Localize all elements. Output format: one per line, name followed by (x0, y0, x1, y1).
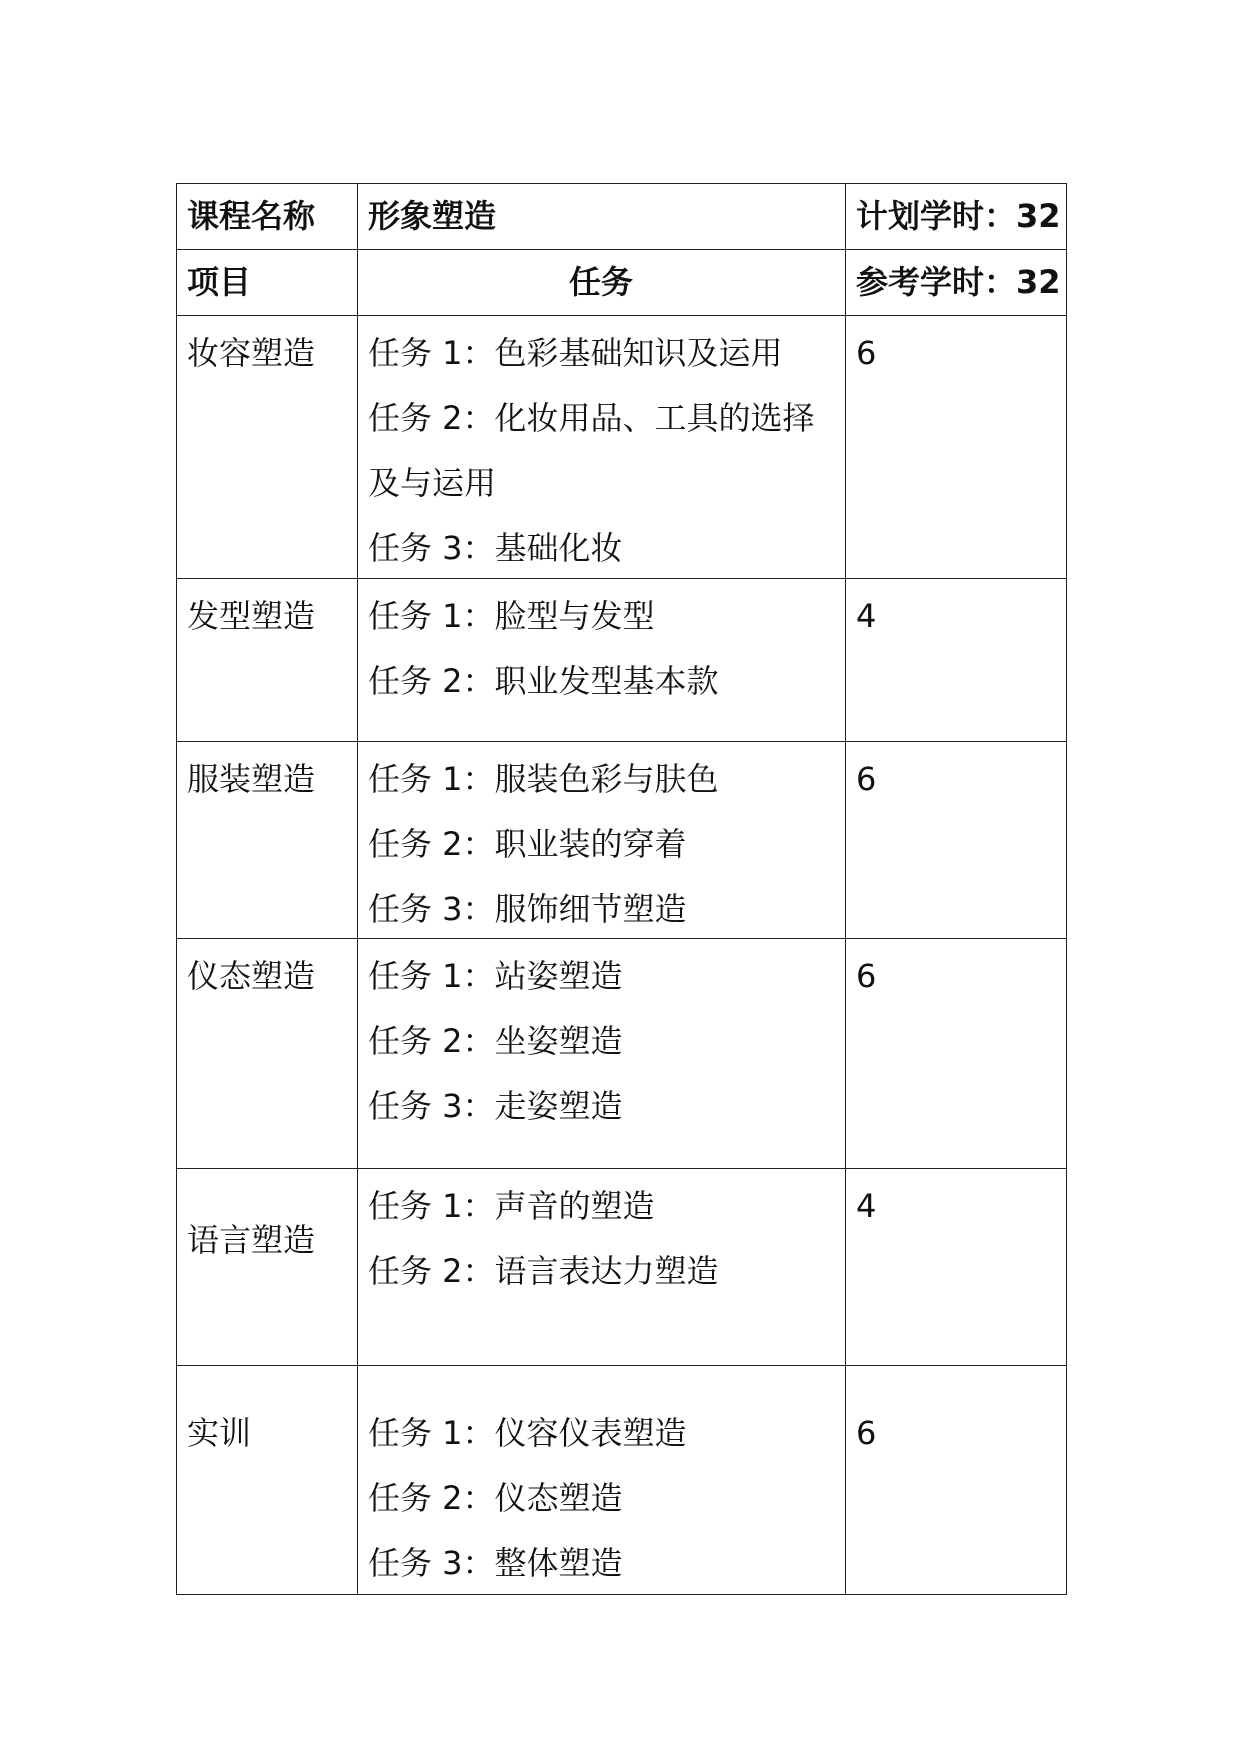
table-cell-task: 任务 2：语言表达力塑造 (368, 1252, 719, 1290)
table-rule-vertical (845, 183, 846, 1595)
reference-hours: 参考学时：32 (856, 263, 1061, 301)
table-cell-hours: 6 (856, 957, 877, 995)
table-cell-project: 服装塑造 (187, 760, 316, 798)
course-label: 课程名称 (187, 197, 316, 235)
table-cell-hours: 6 (856, 760, 877, 798)
table-cell-task: 任务 2：仪态塑造 (368, 1479, 623, 1517)
planned-hours: 计划学时：32 (856, 197, 1061, 235)
table-cell-hours: 6 (856, 1414, 877, 1452)
table-cell-project: 语言塑造 (187, 1221, 316, 1259)
table-cell-task: 任务 3：整体塑造 (368, 1544, 623, 1582)
table-cell-task: 任务 2：职业发型基本款 (368, 662, 719, 700)
table-cell-task: 任务 3：服饰细节塑造 (368, 890, 687, 928)
table-rule-horizontal (176, 315, 1067, 316)
table-rule-horizontal (176, 741, 1067, 742)
table-rule-horizontal (176, 1365, 1067, 1366)
table-cell-task: 任务 2：化妆用品、工具的选择 (368, 399, 815, 437)
table-rule-vertical (357, 183, 358, 1595)
table-rule-vertical (1066, 183, 1067, 1595)
table-cell-task: 任务 3：走姿塑造 (368, 1087, 623, 1125)
table-cell-hours: 6 (856, 334, 877, 372)
table-cell-task: 任务 1：仪容仪表塑造 (368, 1414, 687, 1452)
table-cell-task: 及与运用 (368, 464, 497, 502)
table-cell-task: 任务 3：基础化妆 (368, 529, 623, 567)
table-rule-horizontal (176, 578, 1067, 579)
table-cell-task: 任务 1：色彩基础知识及运用 (368, 334, 783, 372)
table-cell-task: 任务 1：站姿塑造 (368, 957, 623, 995)
table-cell-project: 仪态塑造 (187, 957, 316, 995)
table-cell-hours: 4 (856, 1187, 877, 1225)
table-rule-horizontal (176, 249, 1067, 250)
table-cell-task: 任务 2：坐姿塑造 (368, 1022, 623, 1060)
table-rule-horizontal (176, 183, 1067, 184)
task-column-header: 任务 (568, 263, 633, 301)
table-rule-vertical (176, 183, 177, 1595)
table-cell-project: 实训 (187, 1414, 252, 1452)
table-cell-task: 任务 1：声音的塑造 (368, 1187, 655, 1225)
table-cell-project: 发型塑造 (187, 597, 316, 635)
table-rule-horizontal (176, 1594, 1067, 1595)
table-cell-project: 妆容塑造 (187, 334, 316, 372)
project-column-header: 项目 (187, 263, 252, 301)
table-cell-hours: 4 (856, 597, 877, 635)
table-rule-horizontal (176, 938, 1067, 939)
table-cell-task: 任务 1：服装色彩与肤色 (368, 760, 719, 798)
table-cell-task: 任务 1：脸型与发型 (368, 597, 655, 635)
table-rule-horizontal (176, 1168, 1067, 1169)
course-name: 形象塑造 (368, 197, 497, 235)
table-cell-task: 任务 2：职业装的穿着 (368, 825, 687, 863)
